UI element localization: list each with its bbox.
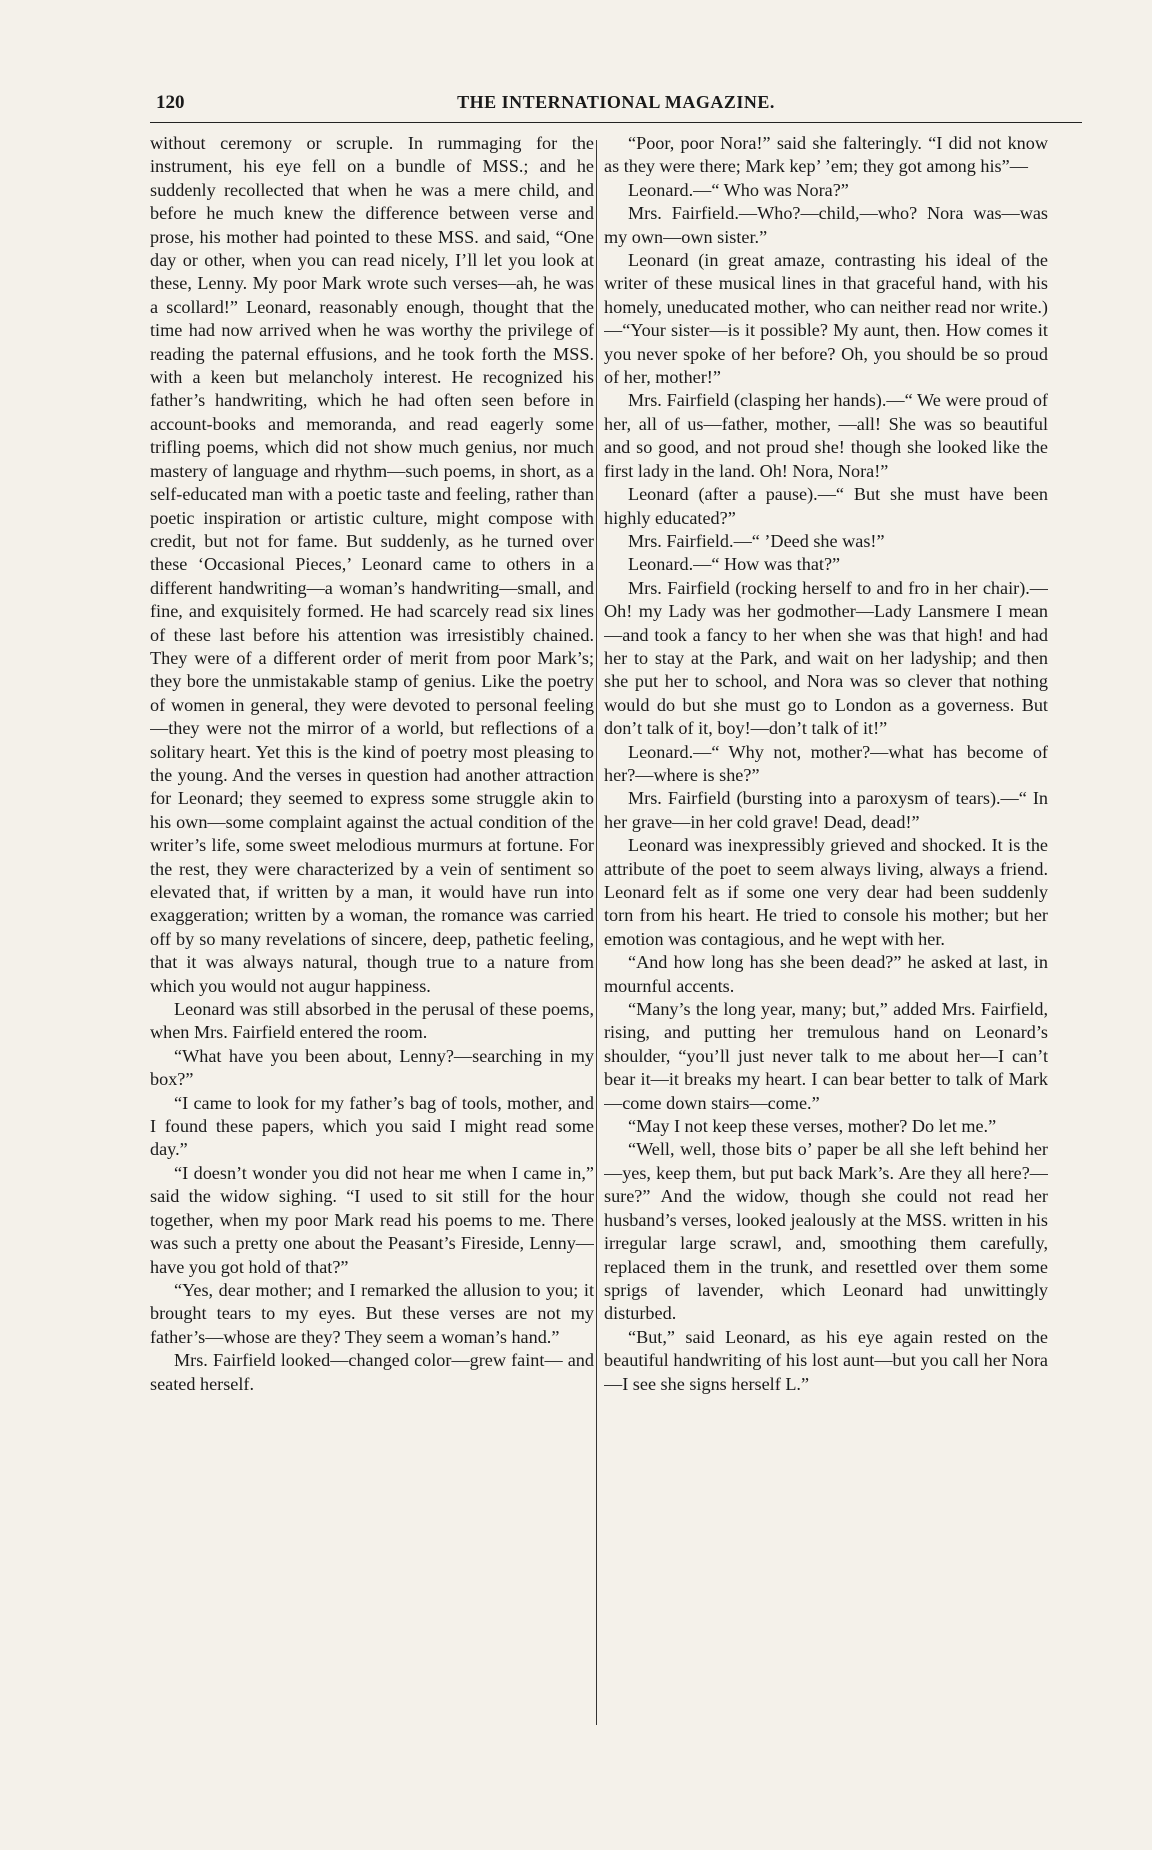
paragraph: “Well, well, those bits o’ paper be all she left behind her—yes, keep them, but put back Mark’s. Are they all here?—sure?” And the widow, though she could not read her husband’s verses, looked jealously at the MSS. written in his irregular large scrawl, and, smoothing them carefully, replaced them in the trunk, and resettled over them some sprigs of lavender, which Leonard had unwittingly disturbed.: [604, 1139, 1048, 1324]
paragraph: Mrs. Fairfield.—Who?—child,—who? Nora was—was my own—own sister.”: [604, 203, 1048, 247]
paragraph: “May I not keep these verses, mother? Do let me.”: [628, 1116, 997, 1137]
paragraph: Leonard (after a pause).—“ But she must have been highly educated?”: [604, 484, 1048, 528]
paragraph: “What have you been about, Lenny?—searching in my box?”: [150, 1045, 594, 1090]
left-column: [150, 132, 594, 1732]
paragraph: “But,” said Leonard, as his eye again rested on the beautiful handwriting of his lost aunt—but you call her Nora—I see she signs herself L.”: [604, 1326, 1048, 1394]
paragraph: without ceremony or scruple. In rummaging for the instrument, his eye fell on a bundle of MSS.; and he suddenly recollected that when he was a mere child, and before he much knew the difference between verse and prose, his mother had pointed to these MSS. and said, “One day or other, when you can read nicely, I’ll let you look at these, Lenny. My poor Mark wrote such verses—ah, he was a scollard!” Leonard, reasonably enough, thought that the time had now arrived when he was worthy the privilege of reading the paternal effusions, and he took forth the MSS. with a keen but melancholy interest. He recognized his father’s handwriting, which he had often seen before in account-books and memoranda, and read eagerly some trifling poems, which did not show much genius, nor much mastery of language and rhythm—such poems, in short, as a self-educated man with a poetic taste and feeling, rather than poetic inspiration or artistic culture, might compose with credit, but not for fame. But suddenly, as he turned over these ‘Occasional Pieces,’ Leonard came to others in a different handwriting—a woman’s handwriting—small, and fine, and exquisitely formed. He had scarcely read six lines of these last before his attention was irresistibly chained. They were of a different order of merit from poor Mark’s; they bore the unmistakable stamp of genius. Like the poetry of women in general, they were devoted to personal feeling—they were not the mirror of a world, but reflections of a solitary heart. Yet this is the kind of poetry most pleasing to the young. And the verses in question had another attraction for Leonard; they seemed to express some struggle akin to his own—some complaint against the actual condition of the writer’s life, some sweet melodious murmurs at fortune. For the rest, they were characterized by a vein of sentiment so elevated that, if written by a man, it would have run into exaggeration; written by a woman, the romance was carried off by so many revelations of sincere, deep, pathetic feeling, that it was always natural, though true to a nature from which you would not augur happiness.: [150, 133, 594, 996]
paragraph: Leonard was inexpressibly grieved and shocked. It is the attribute of the poet to seem always living, always a friend. Leonard felt as if some one very dear had been suddenly torn from his heart. He tried to console his mother; but her emotion was contagious, and he wept with her.: [604, 835, 1048, 949]
paragraph: “Yes, dear mother; and I remarked the allusion to you; it brought tears to my eyes. But these verses are not my father’s—whose are they? They seem a woman’s hand.”: [150, 1279, 594, 1347]
paragraph: Leonard.—“ Who was Nora?”: [628, 179, 849, 200]
paragraph: Mrs. Fairfield.—“ ’Deed she was!”: [628, 530, 885, 551]
header-rule: [150, 122, 1082, 123]
paragraph: Leonard was still absorbed in the perusal of these poems, when Mrs. Fairfield entered the room.: [150, 999, 594, 1043]
paragraph: “And how long has she been dead?” he asked at last, in mournful accents.: [604, 952, 1048, 996]
paragraph: Mrs. Fairfield looked—changed color—grew faint— and seated herself.: [150, 1350, 594, 1394]
paragraph: Mrs. Fairfield (clasping her hands).—“ We were proud of her, all of us—father, mother, —all! She was so beautiful and so good, and not proud she! though she looked like the first lady in the land. Oh! Nora, Nora!”: [604, 390, 1048, 481]
page-header: [150, 92, 1082, 120]
paragraph: “I came to look for my father’s bag of tools, mother, and I found these papers, which you said I might read some day.”: [150, 1092, 594, 1160]
paragraph: Leonard.—“ How was that?”: [628, 554, 841, 575]
paragraph: Leonard.—“ Why not, mother?—what has become of her?—where is she?”: [604, 741, 1048, 785]
page-number: 120: [156, 92, 185, 113]
running-title: THE INTERNATIONAL MAGAZINE.: [457, 92, 775, 112]
paragraph: Leonard (in great amaze, contrasting his ideal of the writer of these musical lines in that graceful hand, with his homely, uneducated mother, who can neither read nor write.)—“Your sister—is it possible? My aunt, then. How comes it you never spoke of her before? Oh, you should be so proud of her, mother!”: [604, 250, 1048, 388]
paragraph: “Poor, poor Nora!” said she falteringly. “I did not know as they were there; Mark kep’ ’em; they got among his”—: [604, 133, 1048, 177]
paragraph: “Many’s the long year, many; but,” added Mrs. Fairfield, rising, and putting her tremulous hand on Leonard’s shoulder, “you’ll just never talk to me about her—I can’t bear it—it breaks my heart. I can bear better to talk of Mark—come down stairs—come.”: [604, 999, 1048, 1113]
right-column: [604, 132, 1048, 1732]
paragraph: Mrs. Fairfield (bursting into a paroxysm of tears).—“ In her grave—in her cold grave! Dead, dead!”: [604, 788, 1048, 832]
paragraph: Mrs. Fairfield (rocking herself to and fro in her chair).—Oh! my Lady was her godmother—Lady Lansmere I mean—and took a fancy to her when she was that high! and had her to stay at the Park, and wait on her ladyship; and then she put her to school, and Nora was so clever that nothing would do but she must go to London as a governess. But don’t talk of it, boy!—don’t talk of it!”: [604, 577, 1048, 739]
column-divider: [596, 140, 597, 1725]
paragraph: “I doesn’t wonder you did not hear me when I came in,” said the widow sighing. “I used to sit still for the hour together, when my poor Mark read his poems to me. There was such a pretty one about the Peasant’s Fireside, Lenny—have you got hold of that?”: [150, 1162, 594, 1277]
